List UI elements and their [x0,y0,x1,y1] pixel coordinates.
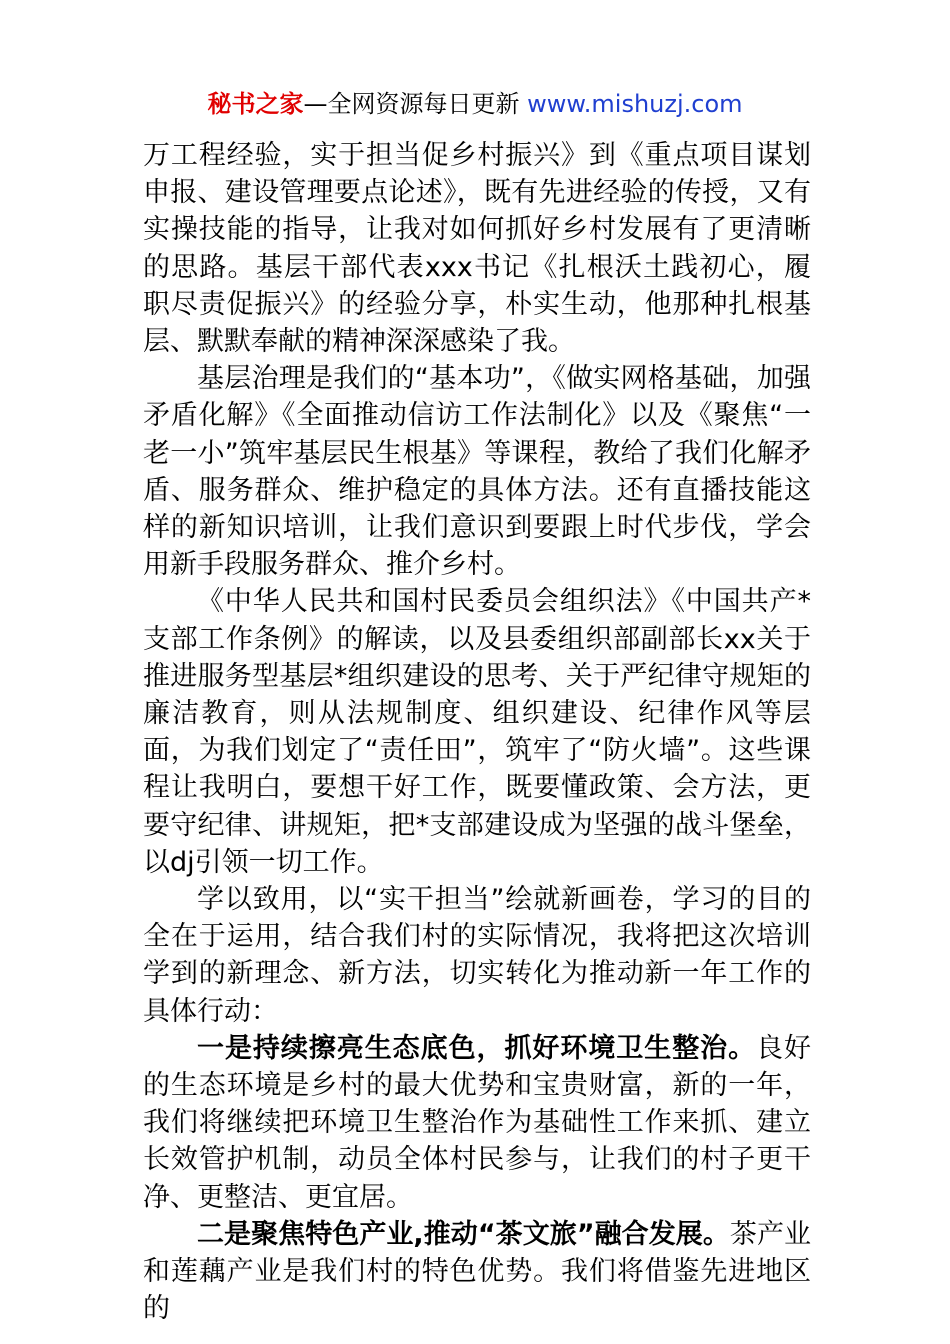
paragraph-text: 《中华人民共和国村民委员会组织法》《中国共产*支部工作条例》的解读，以及县委组织部副部长xx关于推进服务型基层*组织建设的思考、关于严纪律守规矩的廉洁教育，则从法规制度、组织建设、纪律作风等层面，为我们划定了“责任田”，筑牢了“防火墙”。这些课程让我明白，要想干好工作，既要懂政策、会方法，更要守纪律、讲规矩，把*支部建设成为坚强的战斗堡垒，以dj引领一切工作。 [143,586,811,878]
paragraph-text: 良好的生态环境是乡村的最大优势和宝贵财富，新的一年，我们将继续把环境卫生整治作为基础性工作来抓、建立长效管护机制，动员全体村民参与，让我们的村子更干净、更整洁、更宜居。 [143,1032,811,1213]
site-tagline: —全网资源每日更新 [303,90,528,118]
site-brand: 秘书之家 [207,90,304,118]
paragraph [143,881,811,1030]
paragraph-text: 茶产业和莲藕产业是我们村的特色优势。我们将借鉴先进地区的 [143,1218,811,1325]
paragraph [143,1030,811,1216]
paragraph [143,360,811,583]
paragraph-text: 万工程经验，实于担当促乡村振兴》到《重点项目谋划申报、建设管理要点论述》，既有先进经验的传授，又有实操技能的指导，让我对如何抓好乡村发展有了更清晰的思路。基层干部代表xxx书记《扎根沃土践初心，履职尽责促振兴》的经验分享，朴实生动，他那种扎根基层、默默奉献的精神深深感染了我。 [143,140,811,358]
document-body [143,137,811,1328]
paragraph [143,1216,811,1328]
paragraph-lead: 二是聚焦特色产业,推动“茶文旅”融合发展。 [197,1218,730,1250]
paragraph [143,137,811,360]
paragraph-text: 基层治理是我们的“基本功”，《做实网格基础，加强矛盾化解》《全面推动信访工作法制化》以及《聚焦“一老一小”筑牢基层民生根基》等课程，教给了我们化解矛盾、服务群众、维护稳定的具体方法。还有直播技能这样的新知识培训，让我们意识到要跟上时代步伐，学会用新手段服务群众、推介乡村。 [143,363,811,581]
paragraph-text: 学以致用，以“实干担当”绘就新画卷，学习的目的全在于运用，结合我们村的实际情况，我将把这次培训学到的新理念、新方法，切实转化为推动新一年工作的具体行动： [143,884,811,1027]
site-url-link[interactable]: www.mishuzj.com [527,90,743,118]
site-header [0,88,950,120]
paragraph [143,583,811,881]
paragraph-lead: 一是持续擦亮生态底色，抓好环境卫生整治。 [197,1032,757,1064]
